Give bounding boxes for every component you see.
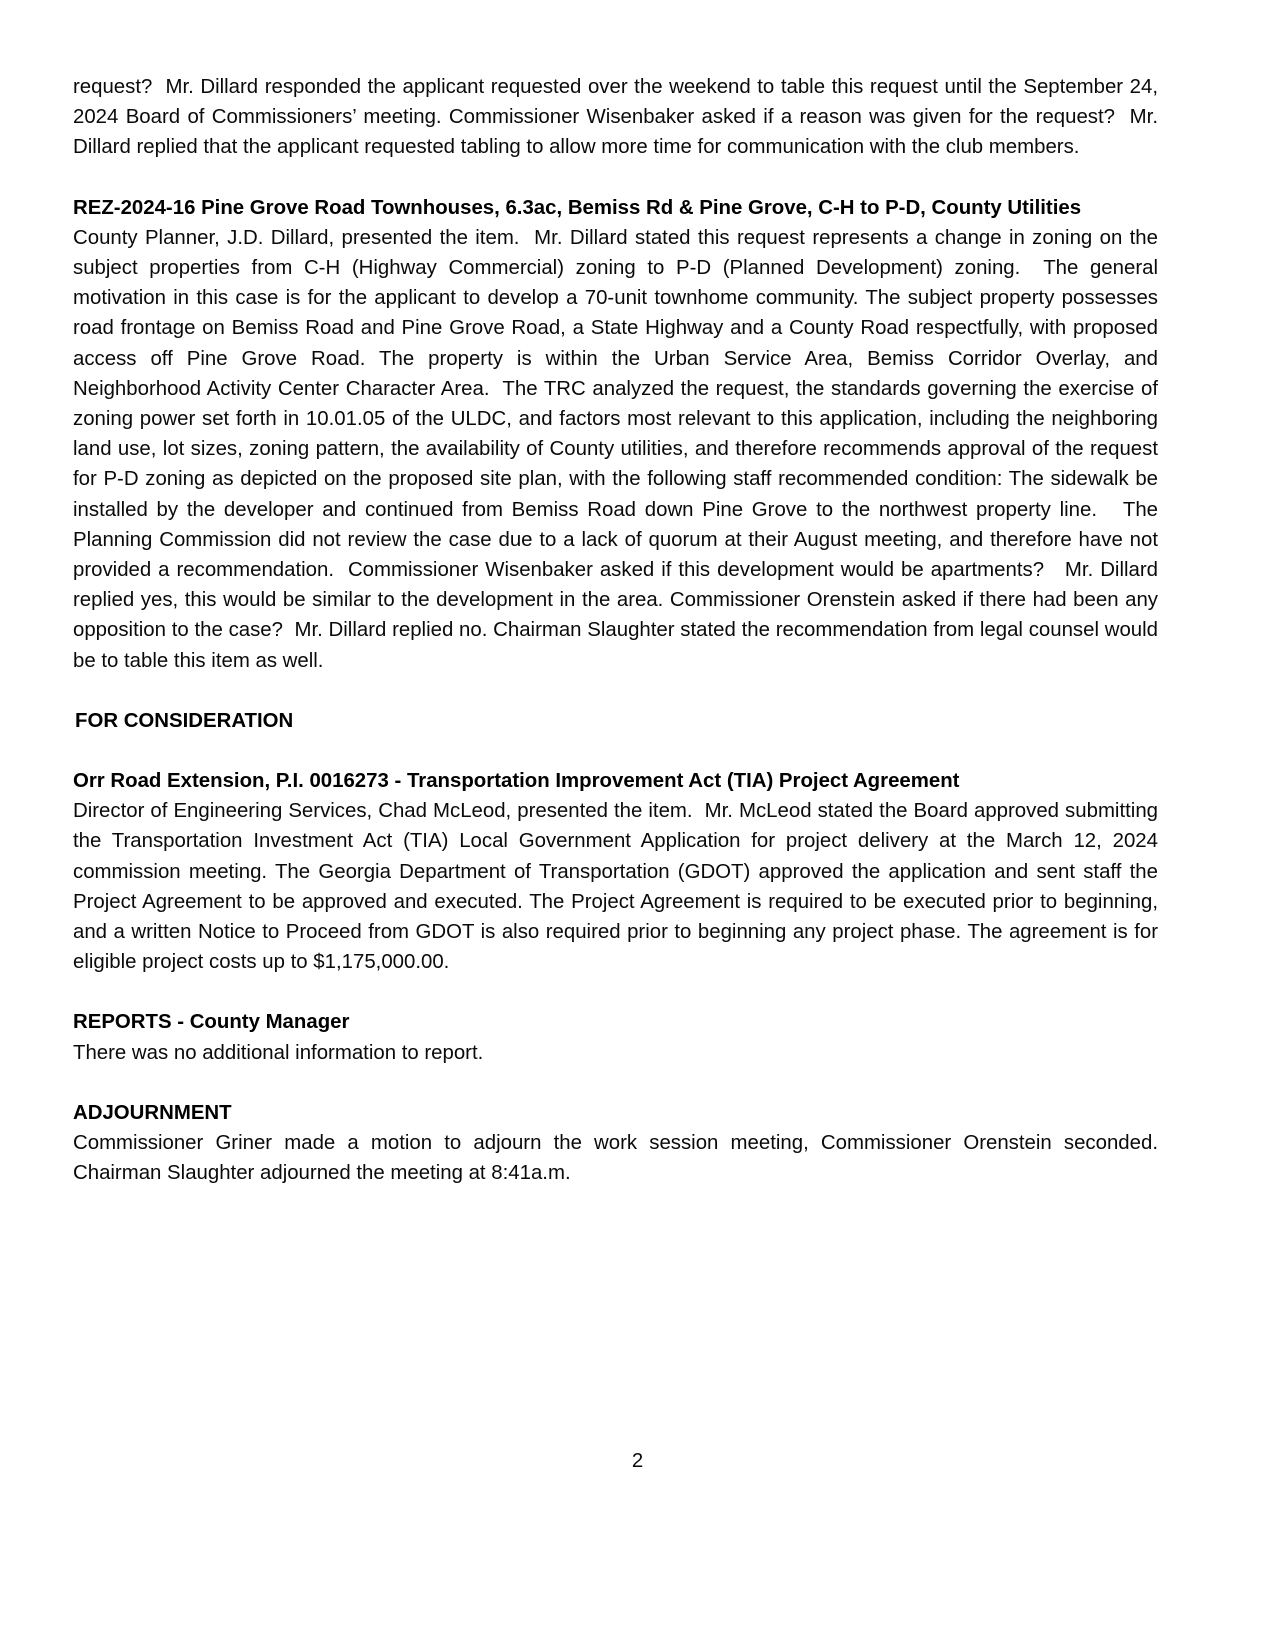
paragraph-rez-2024-16: County Planner, J.D. Dillard, presented the item. Mr. Dillard stated this request represents a change in zoning on the subject properties from C-H (Highway Commercial) zoning to P-D (Planned Development) zoning. The general motivation in this case is for the applicant to develop a 70-unit townhome community. The subject property possesses road frontage on Bemiss Road and Pine Grove Road, a State Highway and a County Road respectfully, with proposed access off Pine Grove Road. The property is within the Urban Service Area, Bemiss Corridor Overlay, and Neighborhood Activity Center Character Area. The TRC analyzed the request, the standards governing the exercise of zoning power set forth in 10.01.05 of the ULDC, and factors most relevant to this application, including the neighboring land use, lot sizes, zoning pattern, the availability of County utilities, and therefore recommends approval of the request for P-D zoning as depicted on the proposed site plan, with the following staff recommended condition: The sidewalk be installed by the developer and continued from Bemiss Road down Pine Grove to the northwest property line. The Planning Commission did not review the case due to a lack of quorum at their August meeting, and therefore have not provided a recommendation. Commissioner Wisenbaker asked if this development would be apartments? Mr. Dillard replied yes, this would be similar to the development in the area. Commissioner Orenstein asked if there had been any opposition to the case? Mr. Dillard replied no. Chairman Slaughter stated the recommendation from legal counsel would be to table this item as well. [73, 226, 1164, 672]
paragraph-adjournment: Commissioner Griner made a motion to adjourn the work session meeting, Commissioner Orenstein seconded. Chairman Slaughter adjourned the meeting at 8:41a.m. [73, 1132, 1170, 1185]
paragraph-spacer [73, 676, 1158, 706]
page-content [73, 72, 1170, 1189]
heading-reports-county-manager: REPORTS - County Manager [73, 1011, 350, 1034]
heading-rez-2024-16: REZ-2024-16 Pine Grove Road Townhouses, 6.3ac, Bemiss Rd & Pine Grove, C-H to P-D, County Utilities [73, 196, 1082, 219]
paragraph-spacer [73, 977, 1158, 1007]
page-number: 2 [631, 1450, 644, 1472]
paragraph-continued-request: request? Mr. Dillard responded the applicant requested over the weekend to table this request until the September 24, 2024 Board of Commissioners’ meeting. Commissioner Wisenbaker asked if a reason was given for the request? Mr. Dillard replied that the applicant requested tabling to allow more time for communication with the club members. [73, 76, 1164, 159]
paragraph-reports-county-manager: There was no additional information to report. [73, 1041, 484, 1064]
heading-for-consideration: FOR CONSIDERATION [75, 709, 294, 732]
paragraph-orr-road-extension: Director of Engineering Services, Chad McLeod, presented the item. Mr. McLeod stated the Board approved submitting the Transportation Investment Act (TIA) Local Government Application for project delivery at the March 12, 2024 commission meeting. The Georgia Department of Transportation (GDOT) approved the application and sent staff the Project Agreement to be approved and executed. The Project Agreement is required to be executed prior to beginning, and a written Notice to Proceed from GDOT is also required prior to beginning any project phase. The agreement is for eligible project costs up to $1,175,000.00. [73, 800, 1164, 974]
paragraph-spacer [73, 163, 1158, 193]
paragraph-spacer [73, 1068, 1158, 1098]
paragraph-spacer [73, 736, 1158, 766]
heading-orr-road-extension: Orr Road Extension, P.I. 0016273 - Transportation Improvement Act (TIA) Project Agreement [73, 770, 960, 793]
heading-adjournment: ADJOURNMENT [73, 1101, 232, 1124]
